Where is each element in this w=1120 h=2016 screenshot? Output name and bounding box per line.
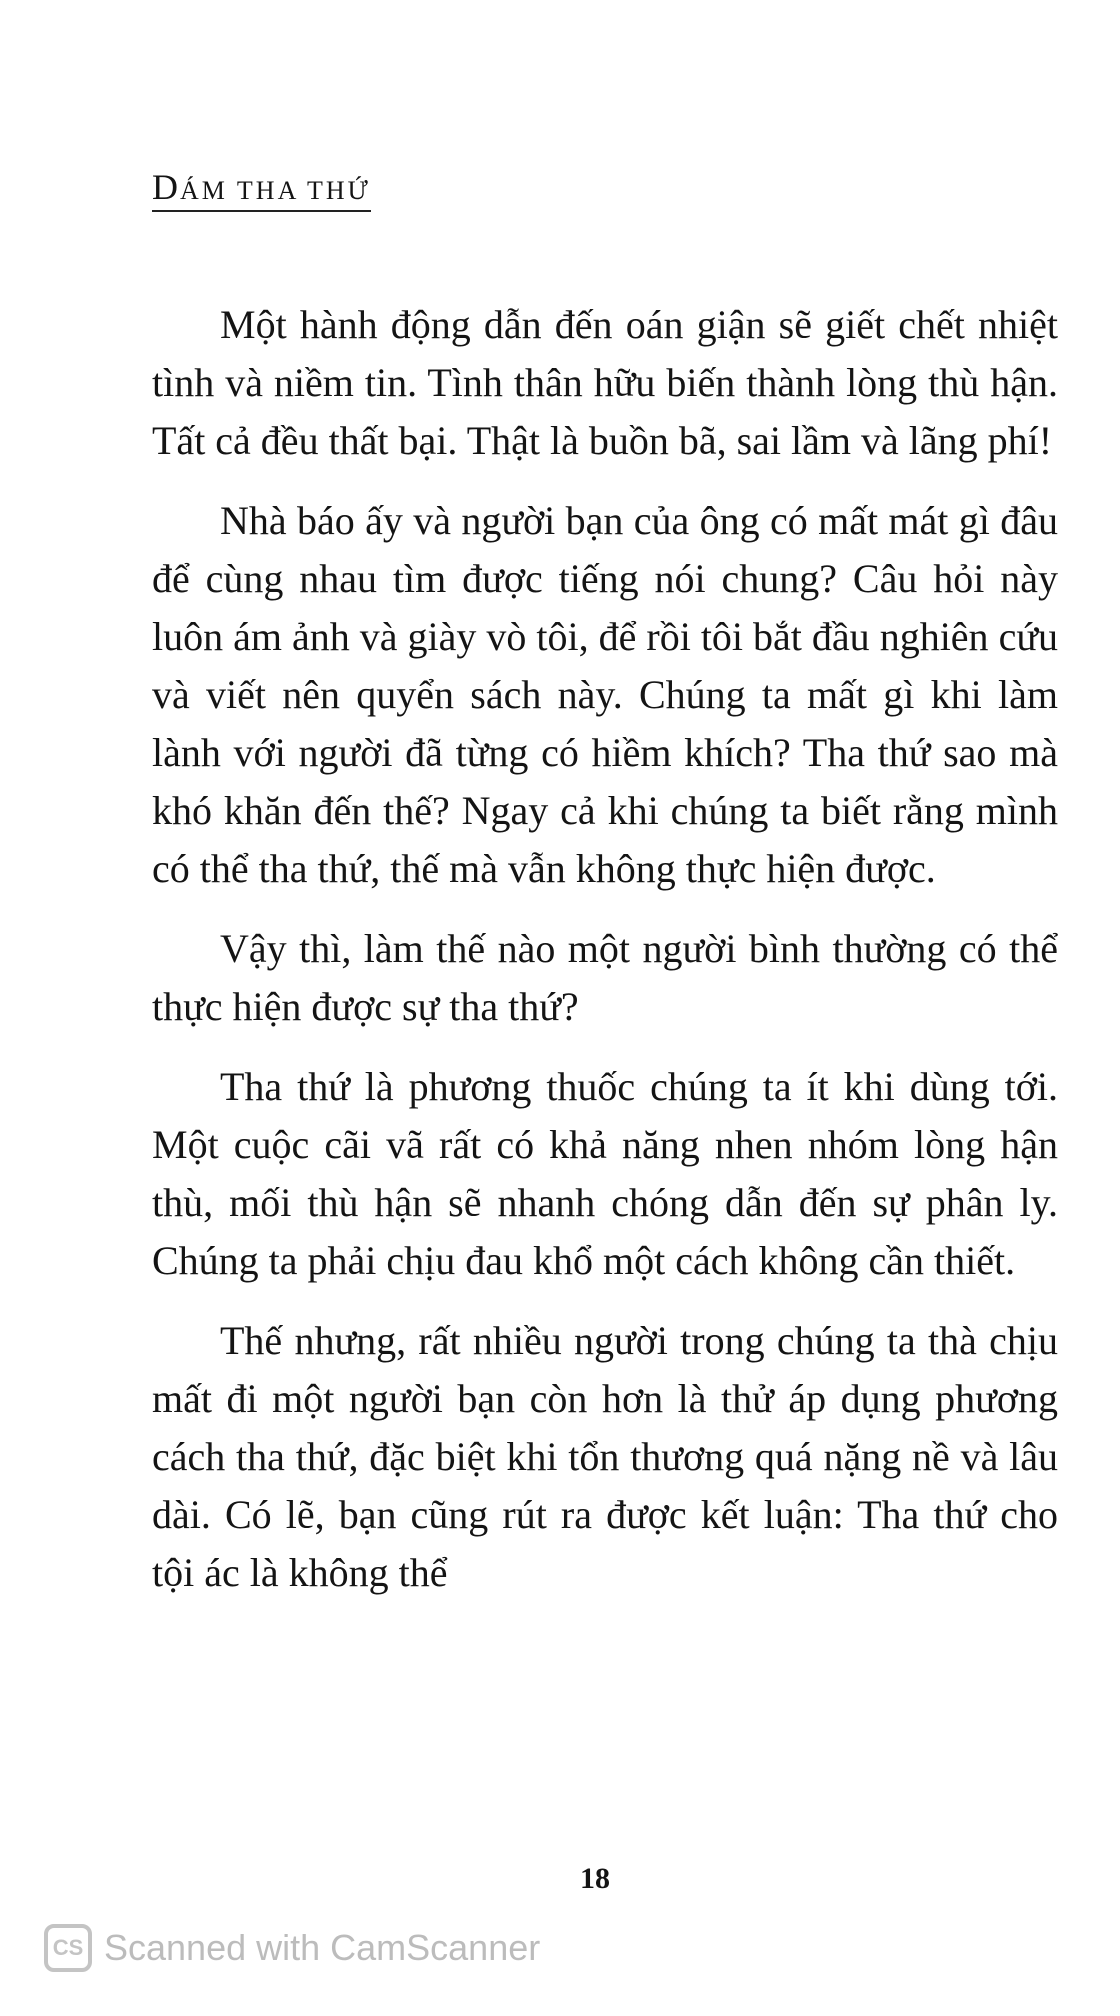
page-number: 18 <box>580 1862 610 1895</box>
camscanner-watermark <box>44 1924 540 1972</box>
running-header <box>152 168 371 212</box>
paragraph: Vậy thì, làm thế nào một người bình thường có thể thực hiện được sự tha thứ? <box>152 926 1058 1029</box>
paragraph: Tha thứ là phương thuốc chúng ta ít khi dùng tới. Một cuộc cãi vã rất có khả năng nhen nhóm lòng hận thù, mối thù hận sẽ nhanh chóng dẫn đến sự phân ly. Chúng ta phải chịu đau khổ một cách không cần thiết. <box>152 1064 1058 1283</box>
paragraph: Một hành động dẫn đến oán giận sẽ giết chết nhiệt tình và niềm tin. Tình thân hữu biến thành lòng thù hận. Tất cả đều thất bại. Thật là buồn bã, sai lầm và lãng phí! <box>152 302 1058 463</box>
watermark-text: Scanned with CamScanner <box>104 1927 541 1968</box>
header-title: ÁM THA THỨ <box>180 176 371 205</box>
header-initial: D <box>152 167 180 207</box>
paragraph: Thế nhưng, rất nhiều người trong chúng ta thà chịu mất đi một người bạn còn hơn là thử áp dụng phương cách tha thứ, đặc biệt khi tổn thương quá nặng nề và lâu dài. Có lẽ, bạn cũng rút ra được kết luận: Tha thứ cho tội ác là không thể <box>152 1318 1058 1595</box>
paragraph: Nhà báo ấy và người bạn của ông có mất mát gì đâu để cùng nhau tìm được tiếng nói chung? Câu hỏi này luôn ám ảnh và giày vò tôi, để rồi tôi bắt đầu nghiên cứu và viết nên quyển sách này. Chúng ta mất gì khi làm lành với người đã từng có hiềm khích? Tha thứ sao mà khó khăn đến thế? Ngay cả khi chúng ta biết rằng mình có thể tha thứ, thế mà vẫn không thực hiện được. <box>152 498 1058 891</box>
camscanner-logo-icon: CS <box>44 1924 92 1972</box>
body-text <box>152 296 1058 1624</box>
